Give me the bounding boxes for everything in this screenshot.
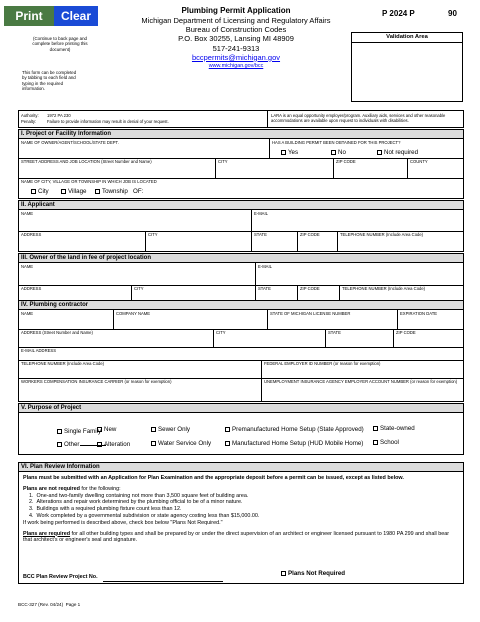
section-3-header: III. Owner of the land in fee of project location xyxy=(18,253,464,263)
county-label: COUNTY xyxy=(410,159,428,164)
new-checkbox[interactable]: New xyxy=(97,426,116,434)
plans-intro: Plans must be submitted with an Application for Plan Examination and the appropriate deposit before a permit can be issued, except as listed below. xyxy=(23,475,404,481)
alteration-checkbox[interactable]: Alteration xyxy=(97,441,130,449)
footer xyxy=(18,602,80,607)
po-box: P.O. Box 30255, Lansing MI 48909 xyxy=(178,34,294,44)
list-item: 4. Work completed by a governmental subdivision or state agency costing less than $15,000.00. xyxy=(29,512,260,519)
plans-not-required-line: Plans are not required for the following: xyxy=(23,485,121,492)
contractor-company-label: COMPANY NAME xyxy=(116,311,151,316)
section-6-header: VI. Plan Review Information xyxy=(18,462,464,472)
list-item: 3. Buildings with a required plumbing fixture count less than 12. xyxy=(29,506,182,513)
applicant-zip-label: ZIP CODE xyxy=(300,232,320,237)
lara-statement: LARA is an equal opportunity employer/program. Auxiliary aids, services and other reasonable accommodations are available upon request to individuals with disabilities. xyxy=(271,113,446,123)
landowner-zip-label: ZIP CODE xyxy=(300,286,320,291)
permit-question: HAS A BUILDING PERMIT BEEN OBTAINED FOR THIS PROJECT? xyxy=(272,140,401,145)
village-checkbox[interactable]: Village xyxy=(61,188,86,196)
validation-area xyxy=(351,32,463,102)
department: Michigan Department of Licensing and Regulatory Affairs xyxy=(141,16,331,25)
city-checkbox[interactable]: City xyxy=(31,188,49,196)
city-label: CITY xyxy=(218,159,228,164)
permit-no-checkbox[interactable]: No xyxy=(331,149,346,157)
landowner-name-label: NAME xyxy=(21,264,34,269)
print-button[interactable]: Print xyxy=(4,6,54,26)
township-checkbox[interactable]: Township xyxy=(95,188,128,196)
landowner-city-label: CITY xyxy=(134,286,144,291)
premanufactured-checkbox[interactable]: Premanufactured Home Setup (State Approved) xyxy=(225,426,364,434)
contractor-phone-label: TELEPHONE NUMBER (Include Area Code) xyxy=(21,361,105,366)
section-5-header: V. Purpose of Project xyxy=(18,403,464,413)
form-title: Plumbing Permit Application xyxy=(181,6,291,15)
list-item: 1. One-and two-family dwelling containing not more than 3,500 square feet of building area. xyxy=(29,492,249,499)
section-1-header: I. Project or Facility Information xyxy=(18,129,464,139)
applicant-state-label: STATE xyxy=(254,232,267,237)
form-number: P 2024 P xyxy=(382,9,415,18)
landowner-phone-label: TELEPHONE NUMBER (Include Area Code) xyxy=(342,286,426,291)
applicant-name-label: NAME xyxy=(21,211,34,216)
state-owned-checkbox[interactable]: State-owned xyxy=(373,425,415,433)
permit-yes-checkbox[interactable]: Yes xyxy=(281,149,298,157)
school-checkbox[interactable]: School xyxy=(373,439,399,447)
manufactured-checkbox[interactable]: Manufactured Home Setup (HUD Mobile Home) xyxy=(225,440,363,448)
section-5-fields xyxy=(18,413,464,455)
section-4-header: IV. Plumbing contractor xyxy=(18,300,464,310)
continue-note: (Continue to back page and complete before printing this document) xyxy=(32,36,88,52)
applicant-city-label: CITY xyxy=(148,232,158,237)
applicant-address-label: ADDRESS xyxy=(21,232,42,237)
municipality-label: NAME OF CITY, VILLAGE OR TOWNSHIP IN WHICH JOB IS LOCATED xyxy=(21,179,157,184)
email-link[interactable]: bccpermits@michigan.gov xyxy=(191,52,281,62)
form-code: 90 xyxy=(448,9,457,18)
single-family-checkbox[interactable]: Single Family xyxy=(57,428,101,436)
contractor-name-label: NAME xyxy=(21,311,34,316)
penalty-value: Failure to provide information may result in denial of your request. xyxy=(47,119,169,124)
section-2-header: II. Applicant xyxy=(18,200,464,210)
contractor-fein-label: FEDERAL EMPLOYER ID NUMBER (or reason for exemption) xyxy=(264,361,381,366)
form-id: BCC-327 (Rev. 04/24) xyxy=(18,602,64,607)
other-checkbox[interactable]: Other xyxy=(57,441,106,449)
penalty-label: Penalty: xyxy=(21,119,37,124)
sewer-only-checkbox[interactable]: Sewer Only xyxy=(151,426,190,434)
contractor-license-label: STATE OF MICHIGAN LICENSE NUMBER xyxy=(270,311,351,316)
plans-not-required-checkbox[interactable]: Plans Not Required xyxy=(281,570,345,578)
page-number: Page 1 xyxy=(65,602,81,607)
applicant-email-label: E-MAIL xyxy=(254,211,268,216)
applicant-phone-label: TELEPHONE NUMBER (Include Area Code) xyxy=(340,232,424,237)
section-1-fields xyxy=(18,139,464,199)
landowner-address-label: ADDRESS xyxy=(21,286,42,291)
validation-title: Validation Area xyxy=(352,33,462,43)
website-link[interactable]: www.michigan.gov/bcc xyxy=(208,63,264,70)
contractor-expiration-label: EXPIRATION DATE xyxy=(400,311,438,316)
contractor-state-label: STATE xyxy=(328,330,341,335)
list-item: 2. Alterations and repair work determined by the plumbing official to be of a minor nature. xyxy=(29,499,243,506)
section-6-content xyxy=(18,472,464,584)
agency-header xyxy=(120,6,352,70)
authority-label: Authority: xyxy=(21,113,39,118)
contractor-email-label: E-MAIL ADDRESS xyxy=(21,348,56,353)
contractor-address-label: ADDRESS (Street Number and Name) xyxy=(21,330,93,335)
landowner-email-label: E-MAIL xyxy=(258,264,272,269)
water-service-checkbox[interactable]: Water Service Only xyxy=(151,440,211,448)
tabbing-note: This form can be completed by tabbing to each field and typing in the required information. xyxy=(22,70,77,92)
unemployment-label: UNEMPLOYMENT INSURANCE AGENCY EMPLOYER ACCOUNT NUMBER (or reason for exemption) xyxy=(264,379,458,384)
exempt-note: If work being performed is described above, check box below "Plans Not Required." xyxy=(23,519,223,526)
workers-comp-label: WORKERS COMPENSATION INSURANCE CARRIER (or reason for exemption) xyxy=(21,379,172,384)
zip-label: ZIP CODE xyxy=(336,159,356,164)
authority-value: 1972 PA 230 xyxy=(47,113,71,118)
contractor-city-label: CITY xyxy=(216,330,226,335)
clear-button[interactable]: Clear xyxy=(54,6,98,26)
authority-box xyxy=(18,110,464,128)
of-label: OF: xyxy=(133,188,144,195)
street-label: STREET ADDRESS AND JOB LOCATION (Street Number and Name) xyxy=(21,159,152,164)
section-4-fields xyxy=(18,310,464,402)
landowner-state-label: STATE xyxy=(258,286,271,291)
owner-label: NAME OF OWNER/AGENT/SCHOOL/STATE DEPT. xyxy=(21,140,119,145)
section-2-fields xyxy=(18,210,464,252)
phone: 517-241-9313 xyxy=(212,43,260,53)
permit-not-required-checkbox[interactable]: Not required xyxy=(377,149,418,157)
exemption-list xyxy=(23,493,459,520)
plan-review-project-label: BCC Plan Review Project No. xyxy=(23,574,98,580)
contractor-zip-label: ZIP CODE xyxy=(396,330,416,335)
bureau: Bureau of Construction Codes xyxy=(185,25,287,35)
plans-required-paragraph: Plans are required for all other building types and shall be prepared by or under the direct supervision of an architect or engineer licensed pursuant to 1980 PA 299 and shall bear that architect's or engineer's seal and signature. xyxy=(23,530,450,544)
